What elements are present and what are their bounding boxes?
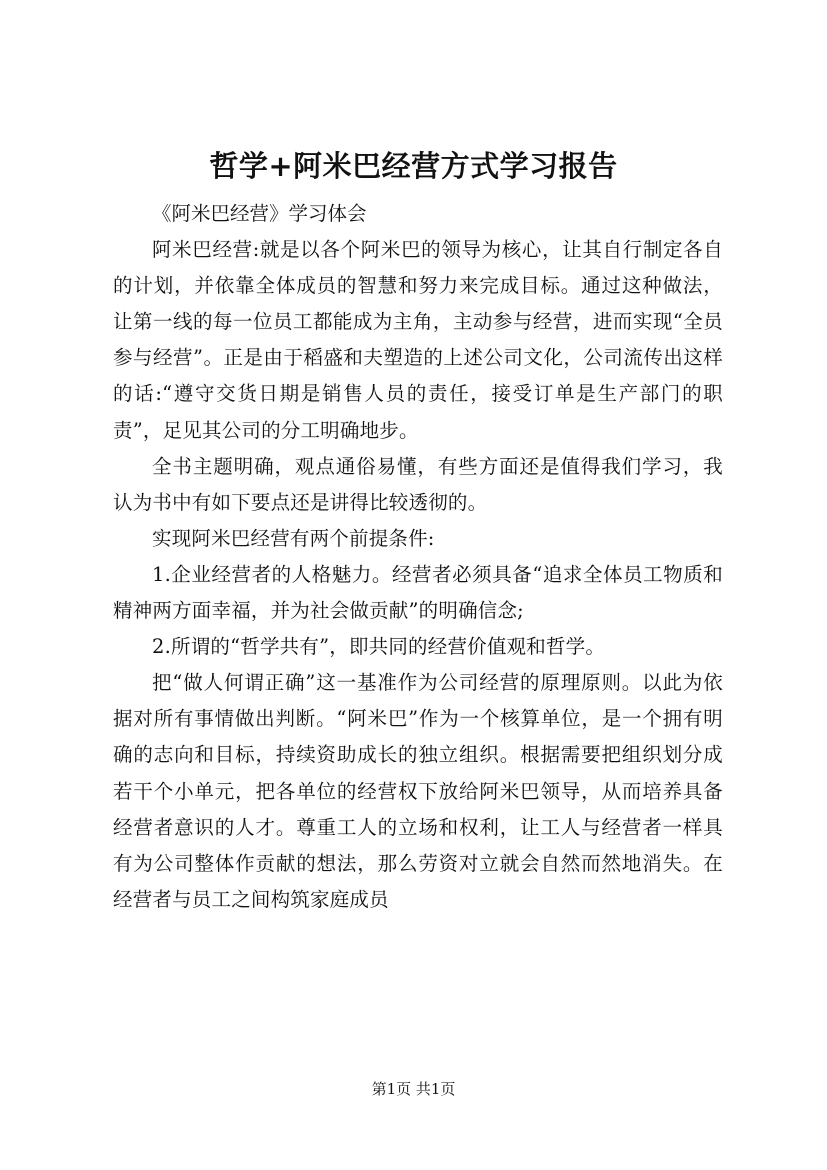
paragraph-book-theme: 全书主题明确，观点通俗易懂，有些方面还是值得我们学习，我认为书中有如下要点还是讲得比较透彻的。 [113, 454, 723, 514]
document-subtitle: 《阿米巴经营》学习体会 [152, 202, 367, 225]
paragraph-precondition-1: 1.企业经营者的人格魅力。经营者必须具备“追求全体员工物质和精神两方面幸福，并为社会做贡献”的明确信念; [113, 562, 723, 623]
paragraph-precondition-2: 2.所谓的“哲学共有”，即共同的经营价值观和哲学。 [152, 635, 606, 659]
page-footer: 第1页 共1页 [371, 1080, 456, 1098]
document-body [113, 196, 723, 918]
paragraph-principles: 把“做人何谓正确”这一基准作为公司经营的原理原则。以此为依据对所有事情做出判断。“阿米巴”作为一个核算单位，是一个拥有明确的志向和目标，持续资助成长的独立组织。根据需要把组织划分成若干个小单元，把各单位的经营权下放给阿米巴领导，从而培养具备经营者意识的人才。尊重工人的立场和权利，让工人与经营者一样具有为公司整体作贡献的想法，那么劳资对立就会自然而然地消失。在经营者与员工之间构筑家庭成员 [113, 671, 723, 911]
paragraph-preconditions-intro: 实现阿米巴经营有两个前提条件: [152, 526, 435, 550]
document-title: 哲学+阿米巴经营方式学习报告 [209, 149, 618, 183]
paragraph-amoeba-definition: 阿米巴经营:就是以各个阿米巴的领导为核心，让其自行制定各自的计划，并依靠全体成员的智慧和努力来完成目标。通过这种做法，让第一线的每一位员工都能成为主角，主动参与经营，进而实现“全员参与经营”。正是由于稻盛和夫塑造的上述公司文化，公司流传出这样的话:“遵守交货日期是销售人员的责任，接受订单是生产部门的职责”，足见其公司的分工明确地步。 [113, 238, 723, 442]
